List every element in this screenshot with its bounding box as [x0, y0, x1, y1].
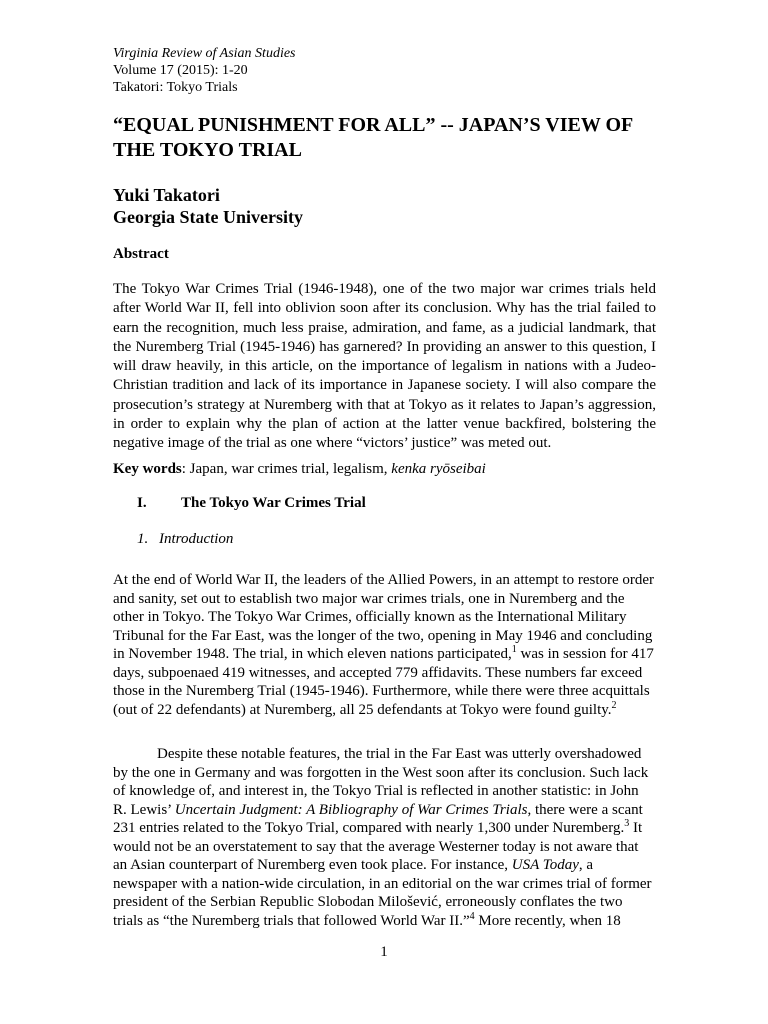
- abstract-text: The Tokyo War Crimes Trial (1946-1948), one of the two major war crimes trials held after World War II, fell into oblivion soon after its conclusion. Why has the trial failed to earn the recognition, much less praise, admiration, and fame, as a judicial landmark, that the Nuremberg Trial (1945-1946) has garnered? In providing an answer to this question, I will draw heavily, in this article, on the importance of legalism in nations with a Judeo-Christian tradition and lack of its importance in Japanese society. I will also compare the prosecution’s strategy at Nuremberg with that at Tokyo as it relates to Japan’s aggression, in order to explain why the plan of action at the latter venue backfired, bolstering the negative image of the trial as one where “victors’ justice” was meted out.: [113, 281, 656, 451]
- author-block: [113, 184, 303, 228]
- paragraph-1-text-a: At the end of World War II, the leaders of the Allied Powers, in an attempt to restore order and sanity, set out to establish two major war crimes trials, one in Nuremberg and the other in Tokyo. The Tokyo War Crimes, officially known as the International Military Tribunal for the Far East, was the longer of the two, opening in May 1946 and concluding in November 1948. The trial, in which eleven nations participated,: [113, 572, 655, 662]
- subsection-number: 1.: [137, 531, 149, 547]
- keywords-text: : Japan, war crimes trial, legalism,: [181, 461, 392, 477]
- subsection-heading: [137, 531, 233, 548]
- book-title: Uncertain Judgment: A Bibliography of War Crimes Trials: [174, 801, 528, 818]
- body-paragraph-1: [113, 571, 656, 719]
- paragraph-2-text-e: More recently, when 18: [474, 912, 621, 929]
- paragraph-2-text-c: It would not be an overstatement to say that the average Westerner today is not aware that an Asian counterpart of Nuremberg even took place. For instance,: [113, 820, 643, 873]
- author-name: Yuki Takatori: [113, 185, 220, 205]
- article-title: [113, 113, 673, 163]
- footnote-ref-1[interactable]: 1: [511, 644, 517, 655]
- footnote-ref-3[interactable]: 3: [624, 818, 630, 829]
- paragraph-1-text-b: was in session for 417 days, subpoenaed 419 witnesses, and accepted 779 affidavits. These numbers far exceed those in the Nuremberg Trial (1945-1946). Furthermore, while there were three acquittals (out of 22 defendants) at Nuremberg, all 25 defendants at Tokyo were found guilty.: [113, 646, 654, 718]
- journal-volume: Volume 17 (2015): 1-20: [113, 63, 248, 78]
- journal-header: [113, 45, 296, 96]
- abstract-heading: Abstract: [113, 246, 169, 262]
- section-heading: [137, 495, 366, 512]
- footnote-ref-4[interactable]: 4: [469, 910, 475, 922]
- page-number: 1: [380, 944, 388, 960]
- running-title: Takatori: Tokyo Trials: [113, 80, 238, 95]
- body-paragraph-2: [113, 745, 656, 930]
- newspaper-title: USA Today: [511, 857, 579, 873]
- keywords: [113, 460, 673, 479]
- author-affiliation: Georgia State University: [113, 207, 303, 227]
- paragraph-2-text-b: , there were a scant 231 entries related to the Tokyo Trial, compared with nearly 1,300 under Nuremberg.: [113, 801, 643, 836]
- keywords-italic: kenka ryōseibai: [391, 461, 486, 477]
- article-title-line-2: THE TOKYO TRIAL: [113, 139, 302, 161]
- footnote-ref-2[interactable]: 2: [611, 699, 617, 711]
- paragraph-2-text-d: , a newspaper with a nation-wide circulation, in an editorial on the war crimes trial of former president of the Serbian Republic Slobodan Milošević, erroneously conflates the two trials as “the Nuremberg trials that followed World War II.”: [113, 857, 652, 929]
- subsection-title: Introduction: [159, 531, 234, 547]
- journal-name: Virginia Review of Asian Studies: [113, 46, 296, 61]
- paragraph-2-text-a: Despite these notable features, the trial in the Far East was utterly overshadowed by the one in Germany and was forgotten in the West soon after its conclusion. Such lack of knowledge of, and interest in, the Tokyo Trial is reflected in another statistic: in John R. Lewis’: [113, 746, 649, 818]
- section-number: I.: [137, 495, 147, 511]
- article-title-line-1: “EQUAL PUNISHMENT FOR ALL” -- JAPAN’S VIEW OF: [113, 114, 634, 136]
- keywords-label: Key words: [113, 461, 182, 477]
- section-title: The Tokyo War Crimes Trial: [181, 495, 366, 511]
